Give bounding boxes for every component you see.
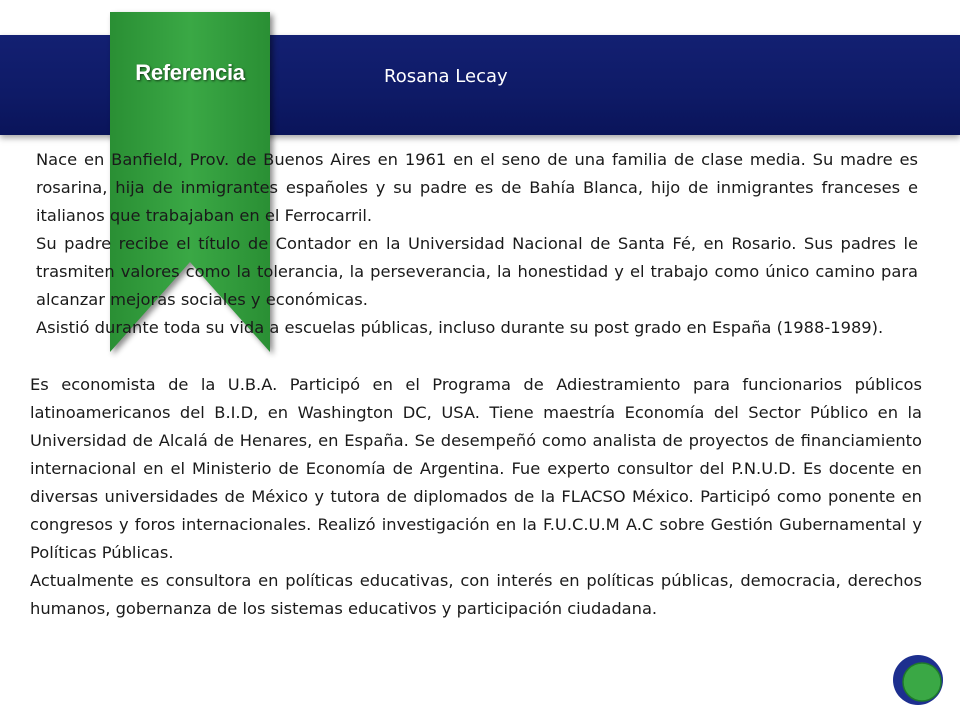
career-paragraph: Actualmente es consultora en políticas educativas, con interés en políticas públicas, democracia, derechos humanos, gobernanza de los sistemas educativos y participación ciudadana. xyxy=(30,571,922,618)
circle-logo-icon xyxy=(892,654,944,706)
career-section xyxy=(30,371,922,623)
author-name: Rosana Lecay xyxy=(384,66,508,87)
ribbon-label: Referencia xyxy=(135,60,245,85)
bio-paragraph: Su padre recibe el título de Contador en la Universidad Nacional de Santa Fé, en Rosario. Sus padres le trasmiten valores como la tolerancia, la perseverancia, la honestidad y el trabajo como único camino para alcanzar mejoras sociales y económicas. xyxy=(36,234,918,309)
bio-section xyxy=(36,146,918,342)
bio-paragraph: Asistió durante toda su vida a escuelas públicas, incluso durante su post grado en España (1988-1989). xyxy=(36,318,884,337)
career-paragraph: Es economista de la U.B.A. Participó en el Programa de Adiestramiento para funcionarios públicos latinoamericanos del B.I.D, en Washington DC, USA. Tiene maestría Economía del Sector Público en la Universidad de Alcalá de Henares, en España. Se desempeñó como analista de proyectos de financiamiento internacional en el Ministerio de Economía de Argentina. Fue experto consultor del P.N.U.D. Es docente en diversas universidades de México y tutora de diplomados de la FLACSO México. Participó como ponente en congresos y foros internacionales. Realizó investigación en la F.U.C.U.M A.C sobre Gestión Gubernamental y Políticas Públicas. xyxy=(30,375,922,562)
bio-paragraph: Nace en Banfield, Prov. de Buenos Aires en 1961 en el seno de una familia de clase media. Su madre es rosarina, hija de inmigrantes españoles y su padre es de Bahía Blanca, hijo de inmigrantes franceses e italianos que trabajaban en el Ferrocarril. xyxy=(36,150,918,225)
